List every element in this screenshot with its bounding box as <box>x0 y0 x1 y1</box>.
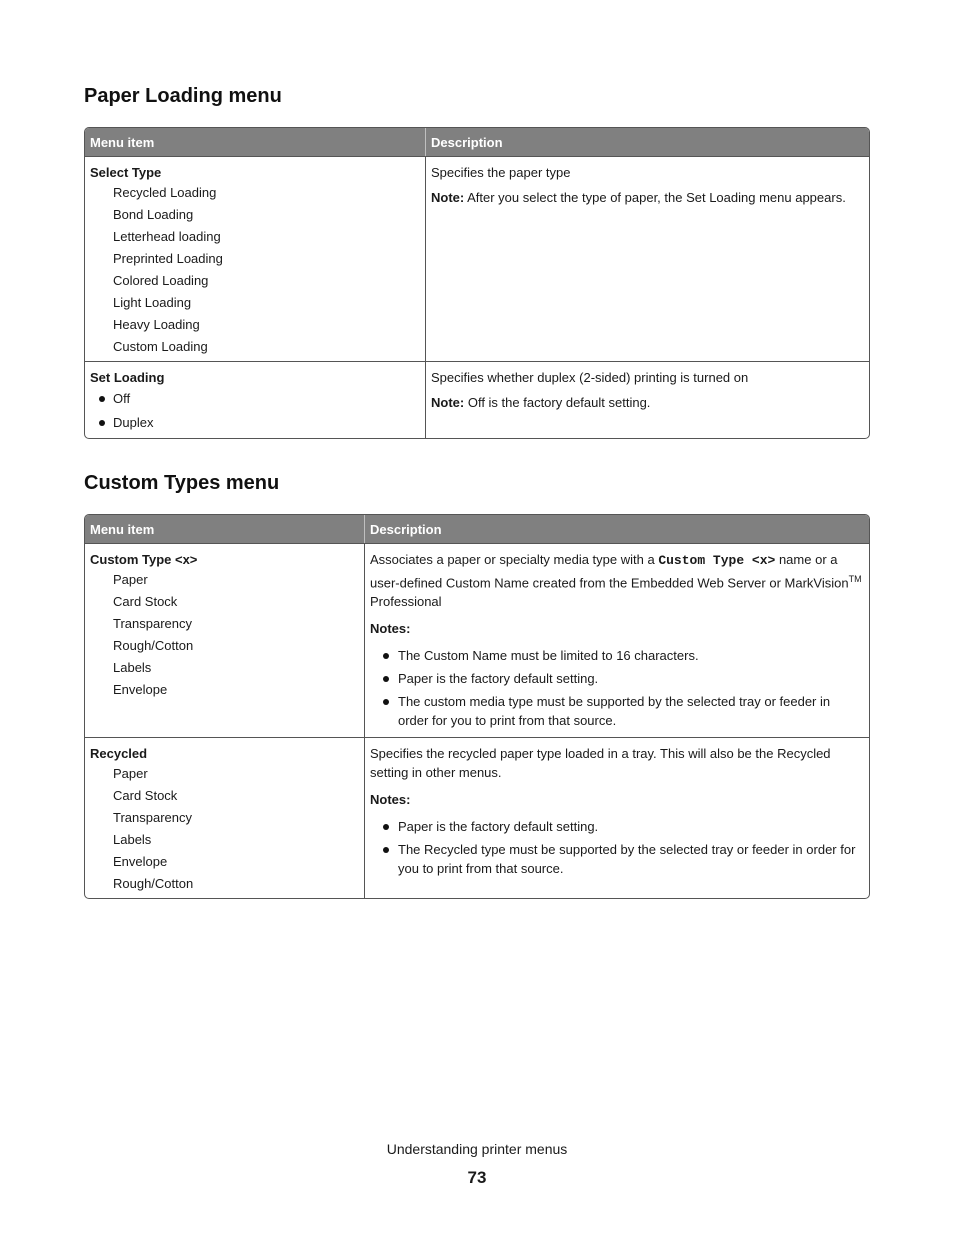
sub-item: Envelope <box>113 682 168 697</box>
bullet-item: Duplex <box>90 411 420 435</box>
note-item: Paper is the factory default setting. <box>370 669 864 688</box>
notes-label: Notes: <box>370 792 411 808</box>
desc-part: Professional <box>370 594 442 610</box>
sub-item: Heavy Loading <box>113 317 200 332</box>
custom-types-table <box>84 514 870 899</box>
item-title: Set Loading <box>90 370 165 385</box>
custom-types-title: Custom Types menu <box>84 472 280 494</box>
sub-item: Paper <box>113 572 148 587</box>
sub-item: Labels <box>113 660 152 675</box>
table-header-row <box>85 515 869 543</box>
note-item: The custom media type must be supported by the selected tray or feeder in order for you to print from that source. <box>370 692 864 730</box>
notes-list <box>370 817 864 878</box>
bullet-item: Off <box>90 387 420 411</box>
sub-item: Letterhead loading <box>113 229 221 244</box>
description-text <box>370 550 864 611</box>
description-text: Specifies the recycled paper type loaded in a tray. This will also be the Recycled setting in other menus. <box>370 746 831 781</box>
note-item: The Custom Name must be limited to 16 characters. <box>370 646 864 665</box>
description-text: Specifies the paper type <box>431 165 571 180</box>
note-label: Note: <box>431 395 465 410</box>
sub-item: Custom Loading <box>113 339 208 354</box>
sub-item: Card Stock <box>113 594 178 609</box>
table-row <box>85 543 869 737</box>
item-title: Select Type <box>90 165 162 180</box>
menu-item-cell <box>85 737 364 898</box>
sub-item: Labels <box>113 832 152 848</box>
note <box>431 393 864 412</box>
table-row <box>85 361 869 438</box>
description-cell <box>364 737 869 898</box>
description-header: Description <box>425 128 869 156</box>
menu-item-header: Menu item <box>85 515 364 543</box>
description-cell <box>425 156 869 361</box>
menu-item-cell <box>85 361 425 438</box>
sub-item: Envelope <box>113 854 168 870</box>
sub-item: Rough/Cotton <box>113 876 194 892</box>
note <box>431 188 864 207</box>
table-header-row <box>85 128 869 156</box>
description-header: Description <box>364 515 869 543</box>
menu-item-cell <box>85 543 364 737</box>
sub-item: Bond Loading <box>113 207 194 222</box>
page-number: 73 <box>467 1168 487 1187</box>
desc-part: name or a user-defined Custom Name created from the Embedded Web Server or MarkVision <box>370 552 849 591</box>
note-label: Note: <box>431 190 465 205</box>
menu-item-cell <box>85 156 425 361</box>
description-cell <box>364 543 869 737</box>
sub-item: Transparency <box>113 810 192 826</box>
notes-list <box>370 646 864 730</box>
notes-label: Notes: <box>370 621 411 637</box>
sub-item: Rough/Cotton <box>113 638 194 653</box>
paper-loading-table <box>84 127 870 439</box>
item-title: Recycled <box>90 746 148 762</box>
sub-item: Recycled Loading <box>113 185 217 200</box>
note-item: The Recycled type must be supported by the selected tray or feeder in order for you to print from that source. <box>370 840 864 878</box>
sub-item: Colored Loading <box>113 273 209 288</box>
item-title: Custom Type <x> <box>90 552 198 567</box>
sub-item: Paper <box>113 766 148 782</box>
paper-loading-title: Paper Loading menu <box>84 85 282 107</box>
desc-part: Associates a paper or specialty media type with a <box>370 552 659 567</box>
footer-section-name: Understanding printer menus <box>386 1141 568 1157</box>
code-text: Custom Type <x> <box>658 553 776 568</box>
description-text: Specifies whether duplex (2-sided) printing is turned on <box>431 370 749 385</box>
sub-item: Preprinted Loading <box>113 251 223 266</box>
menu-item-header: Menu item <box>85 128 425 156</box>
trademark-mark: TM <box>848 574 862 584</box>
note-text: Off is the factory default setting. <box>464 395 651 410</box>
sub-item: Light Loading <box>113 295 192 310</box>
sub-item: Card Stock <box>113 788 178 804</box>
sub-item: Transparency <box>113 616 192 631</box>
table-row <box>85 156 869 361</box>
description-cell <box>425 361 869 438</box>
note-item: Paper is the factory default setting. <box>370 817 864 836</box>
note-text: After you select the type of paper, the Set Loading menu appears. <box>464 190 846 205</box>
table-row <box>85 737 869 898</box>
